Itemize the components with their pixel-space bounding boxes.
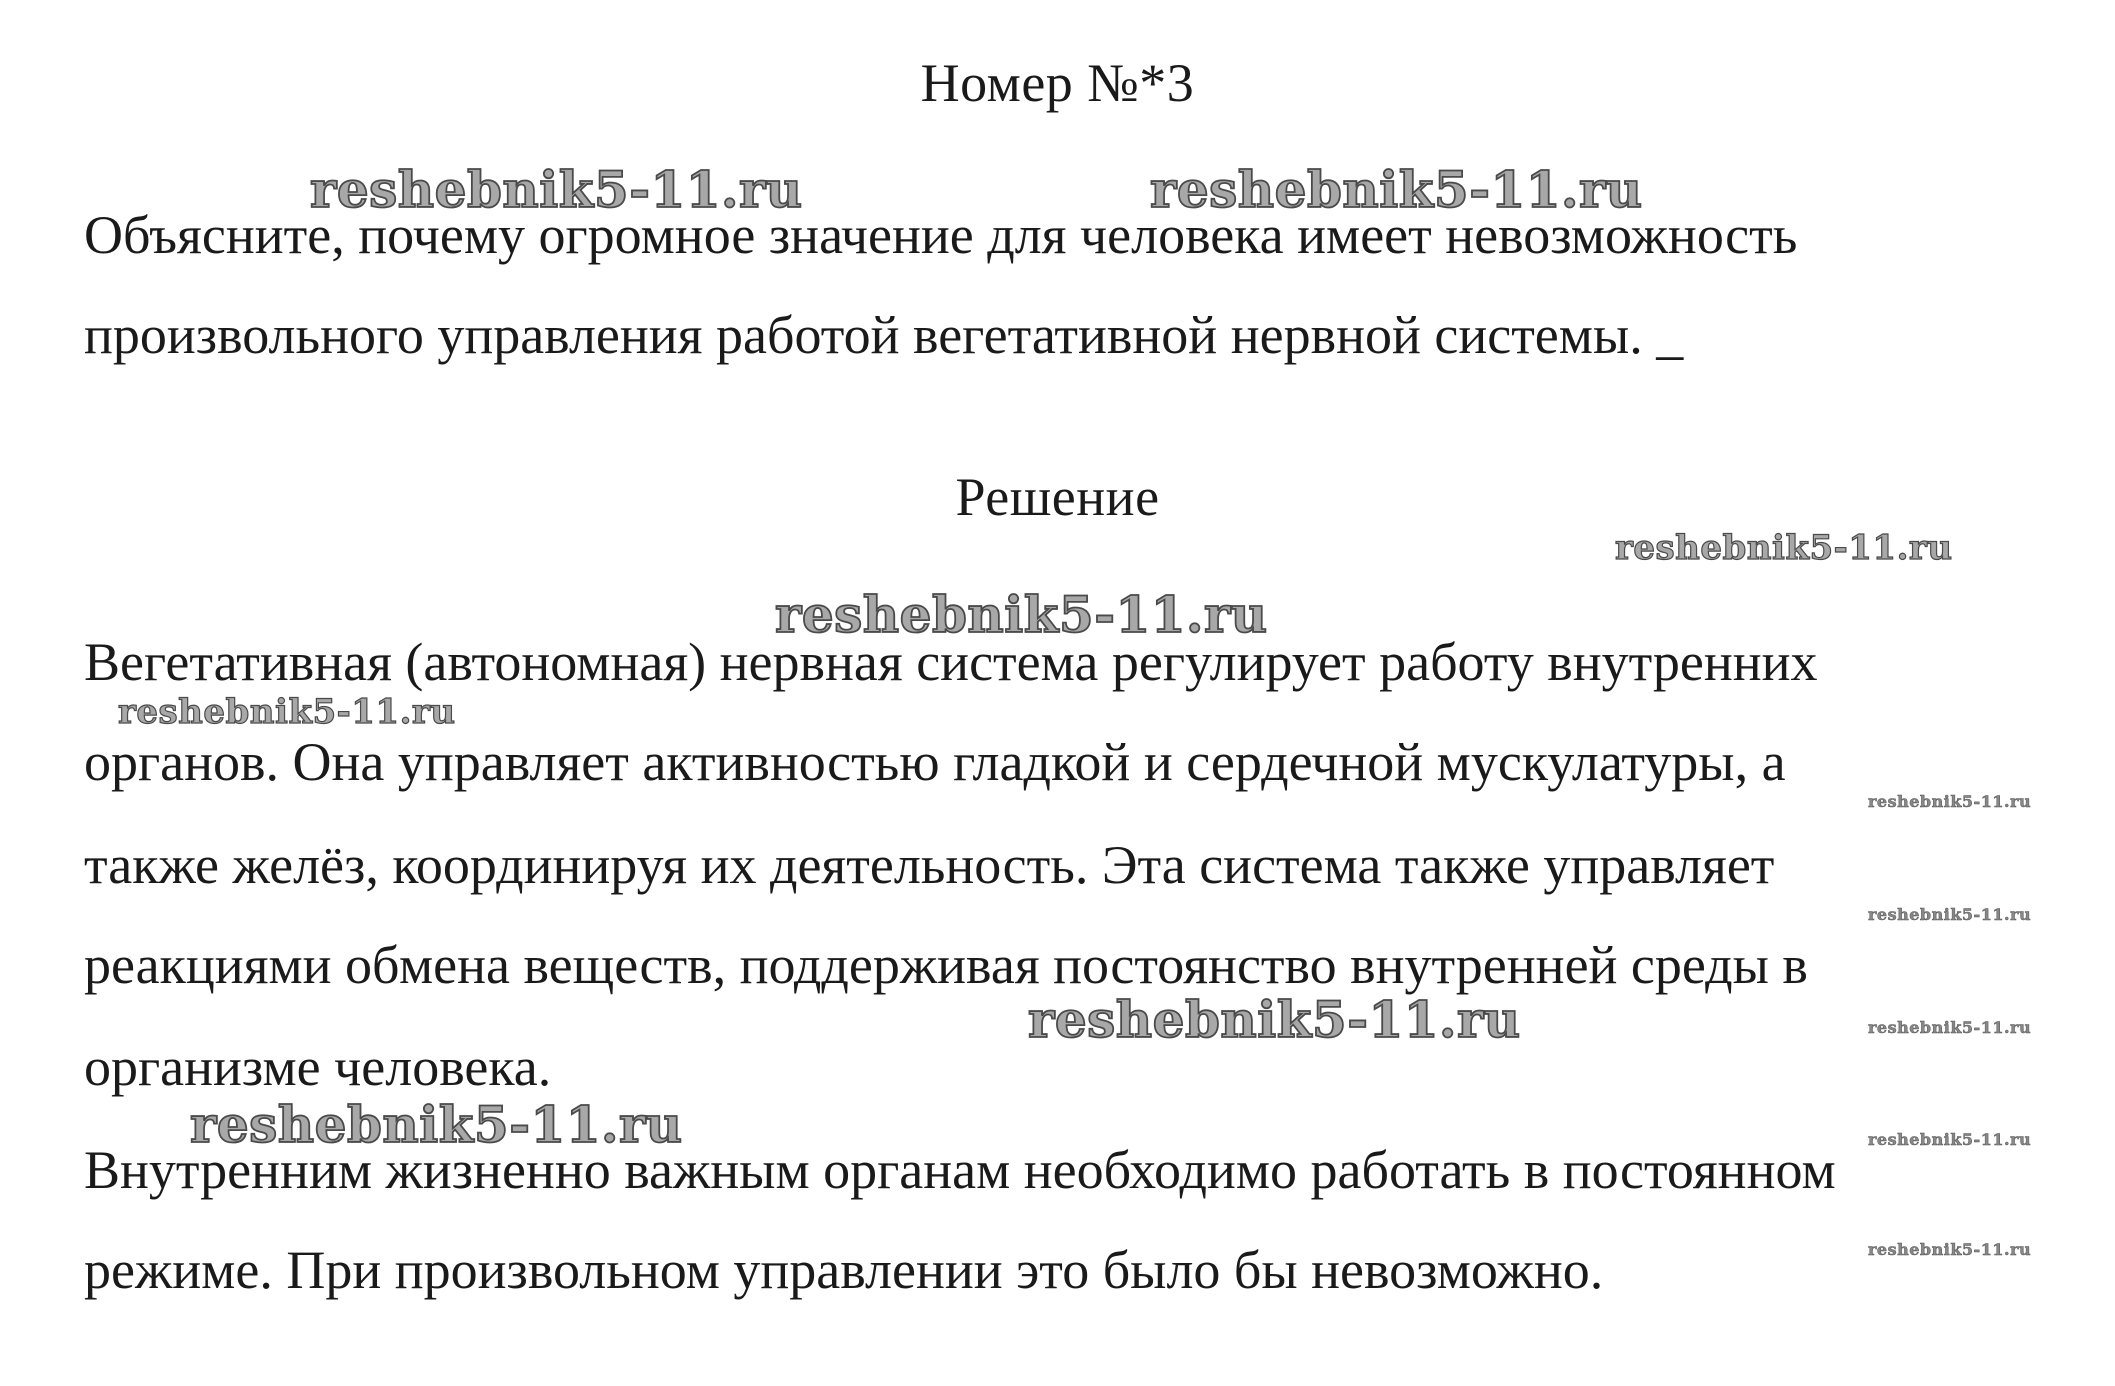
watermark: reshebnik5-11.ru <box>1028 990 1521 1049</box>
solution-line: Вегетативная (автономная) нервная система регулирует работу внутренних <box>84 632 1818 692</box>
watermark: reshebnik5-11.ru <box>118 692 456 732</box>
solution-line: организме человека. <box>84 1037 552 1097</box>
solution-line: также желёз, координируя их деятельность. Эта система также управляет <box>84 835 1775 895</box>
solution-line: реакциями обмена веществ, поддерживая постоянство внутренней среды в <box>84 935 1808 995</box>
watermark: reshebnik5-11.ru <box>1868 905 2032 924</box>
watermark: reshebnik5-11.ru <box>190 1095 683 1154</box>
solution-line: Внутренним жизненно важным органам необходимо работать в постоянном <box>84 1140 1836 1200</box>
watermark: reshebnik5-11.ru <box>1868 1130 2032 1149</box>
solution-line: режиме. При произвольном управлении это было бы невозможно. <box>84 1240 1604 1300</box>
watermark: reshebnik5-11.ru <box>1150 160 1643 219</box>
page-title: Номер №*3 <box>920 53 1195 113</box>
watermark: reshebnik5-11.ru <box>1615 528 1953 568</box>
watermark: reshebnik5-11.ru <box>1868 1018 2032 1037</box>
watermark: reshebnik5-11.ru <box>1868 792 2032 811</box>
watermark: reshebnik5-11.ru <box>1868 1240 2032 1259</box>
solution-line: органов. Она управляет активностью гладкой и сердечной мускулатуры, а <box>84 732 1786 792</box>
watermark: reshebnik5-11.ru <box>310 160 803 219</box>
question-line: произвольного управления работой вегетативной нервной системы. _ <box>84 305 1684 365</box>
solution-heading: Решение <box>955 467 1160 527</box>
question-line: Объясните, почему огромное значение для человека имеет невозможность <box>84 205 1798 265</box>
watermark: reshebnik5-11.ru <box>775 585 1268 644</box>
